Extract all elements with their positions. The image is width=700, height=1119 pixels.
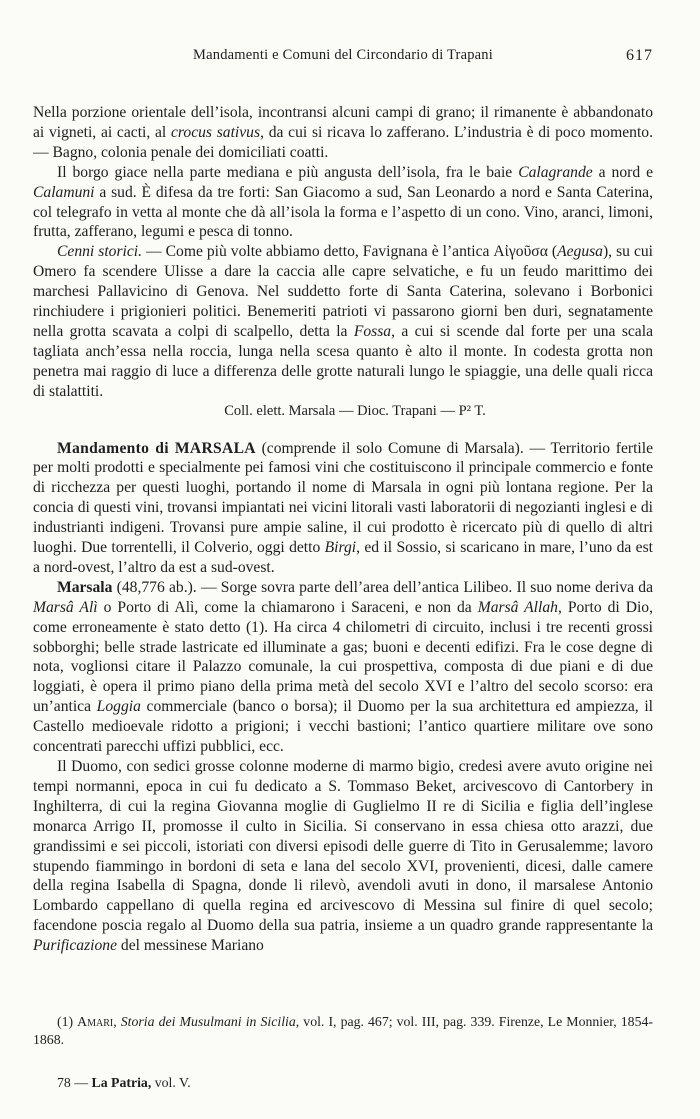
- paragraph-cenni-storici: Cenni storici. — Come più volte abbiamo detto, Favignana è l’antica Αἰγοῦσα (Aegusa), su cui Omero fa scendere Ulisse a dare la caccia alle capre selvatiche, e fu un feudo marittimo dei marchesi Pallavicino di Genova. Nel suddetto forte di Santa Caterina, solevano i Borbonici rinchiudere i prigionieri politici. Benemeriti patrioti vi passarono giorni ben duri, segnatamente nella grotta scavata a colpi di scalpello, detta la Fossa, a cui si scende dal forte per una scala tagliata anch’essa nella roccia, lunga nella scesa quanto è alto il monte. In codesta grotta non penetra mai raggio di luce a differenza delle grotte naturali lungo le spiaggie, una delle quali ricca di stalattiti.: [33, 243, 654, 400]
- running-header: [33, 47, 653, 69]
- section-title: Mandamento di MARSALA: [57, 439, 256, 457]
- town-name: Marsala: [57, 578, 113, 596]
- paragraph-favignana-fields: Nella porzione orientale dell’isola, incontransi alcuni campi di grano; il rimanente è abbandonato ai vigneti, ai cacti, al crocus sativus, da cui si ricava lo zafferano. L’industria è di poco momento. — Bagno, colonia penale dei domiciliati coatti.: [33, 104, 653, 161]
- section-mandamento-marsala: [33, 439, 653, 957]
- running-title: Mandamenti e Comuni del Circondario di Trapani: [193, 47, 493, 63]
- paragraph-duomo: Il Duomo, con sedici grosse colonne moderne di marmo bigio, credesi avere avuto origine nei tempi normanni, epoca in cui fu dedicato a S. Tommaso Beket, arcivescovo di Cantorbery in Inghilterra, di cui la regina Giovanna moglie di Guglielmo II re di Sicilia e figlia dell’inglese monarca Arrigo II, promosse il culto in Sicilia. Si conservano in essa chiesa otto arazzi, due grandissimi e sei piccoli, istoriati con diversi episodi delle guerre di Tito in Gerusalemme; lavoro stupendo fiammingo in bordoni di seta e lana del secolo XVI, provenienti, dicesi, dalle camere della regina Isabella di Spagna, donde li rilevò, avendoli avuti in dono, il marsalese Antonio Lombardo cappellano di quella regina ed arcivescovo di Messina sul finire di quel secolo; facendone poscia regalo al Duomo della sua patria, insieme a un quadro grande rappresentante la Purificazione del messinese Mariano: [33, 758, 653, 955]
- paragraph-favignana-borgo: Il borgo giace nella parte mediana e più angusta dell’isola, fra le baie Calagrande a nord e Calamuni a sud. È difesa da tre forti: San Giacomo a sud, San Leonardo a nord e Santa Caterina, col telegrafo in vetta al monte che dà all’isola la forma e l’aspetto di un cono. Vino, aranci, limoni, frutta, zafferano, legumi e pesca di tonno.: [33, 163, 653, 241]
- page-number: 617: [626, 47, 653, 64]
- electoral-diocese-line: Coll. elett. Marsala — Dioc. Trapani — P² T.: [224, 402, 486, 419]
- paragraph-mandamento-intro: Mandamento di MARSALA (comprende il solo Comune di Marsala). — Territorio fertile per molti prodotti e specialmente pei famosi vini che costituiscono il principale commercio e fonte di ricchezza per questi luoghi, portando il nome di Marsala in ogni più lontana regione. Per la concia di questi vini, trovansi impiantati nei vicini litorali vasti laboratorii di negozianti inglesi e di industrianti indigeni. Trovansi pure ampie saline, il cui prodotto è ricercato più di quello di altri luoghi. Due torrentelli, il Colverio, oggi detto Birgi, ed il Sossio, si scaricano in mare, l’uno da est a nord-ovest, l’altro da est a sud-ovest.: [33, 439, 654, 576]
- paragraph-marsala-town: Marsala (48,776 ab.). — Sorge sovra parte dell’area dell’antica Lilibeo. Il suo nome deriva da Marsâ Alì o Porto di Alì, come la chiamarono i Saraceni, e non da Marsâ Allah, Porto di Dio, come erroneamente è stato detto (1). Ha circa 4 chilometri di circuito, inclusi i tre recenti grossi sobborghi; belle strade lastricate ed illuminate a gas; buoni e decenti edifizi. Fra le cose degne di nota, voglionsi citare il Palazzo comunale, la cui prospettiva, composta di due piani e di due loggiati, è opera il primo piano della prima metà del secolo XVI e l’altro del secolo scorso: era un’antica Loggia commerciale (banco o borsa); il Duomo per la sua architettura ed ampiezza, il Castello medioevale ridotto a prigioni; i vecchi bastioni; l’antico quartiere militare ove sono concentrati parecchi uffizi pubblici, ecc.: [33, 578, 654, 756]
- printer-signature: 78 — La Patria, vol. V.: [57, 1075, 191, 1090]
- footnote: (1) Amari, Storia dei Musulmani in Sicilia, vol. I, pag. 467; vol. III, pag. 339. Firenze, Le Monnier, 1854-1868.: [33, 1014, 653, 1047]
- page-body: [33, 103, 653, 956]
